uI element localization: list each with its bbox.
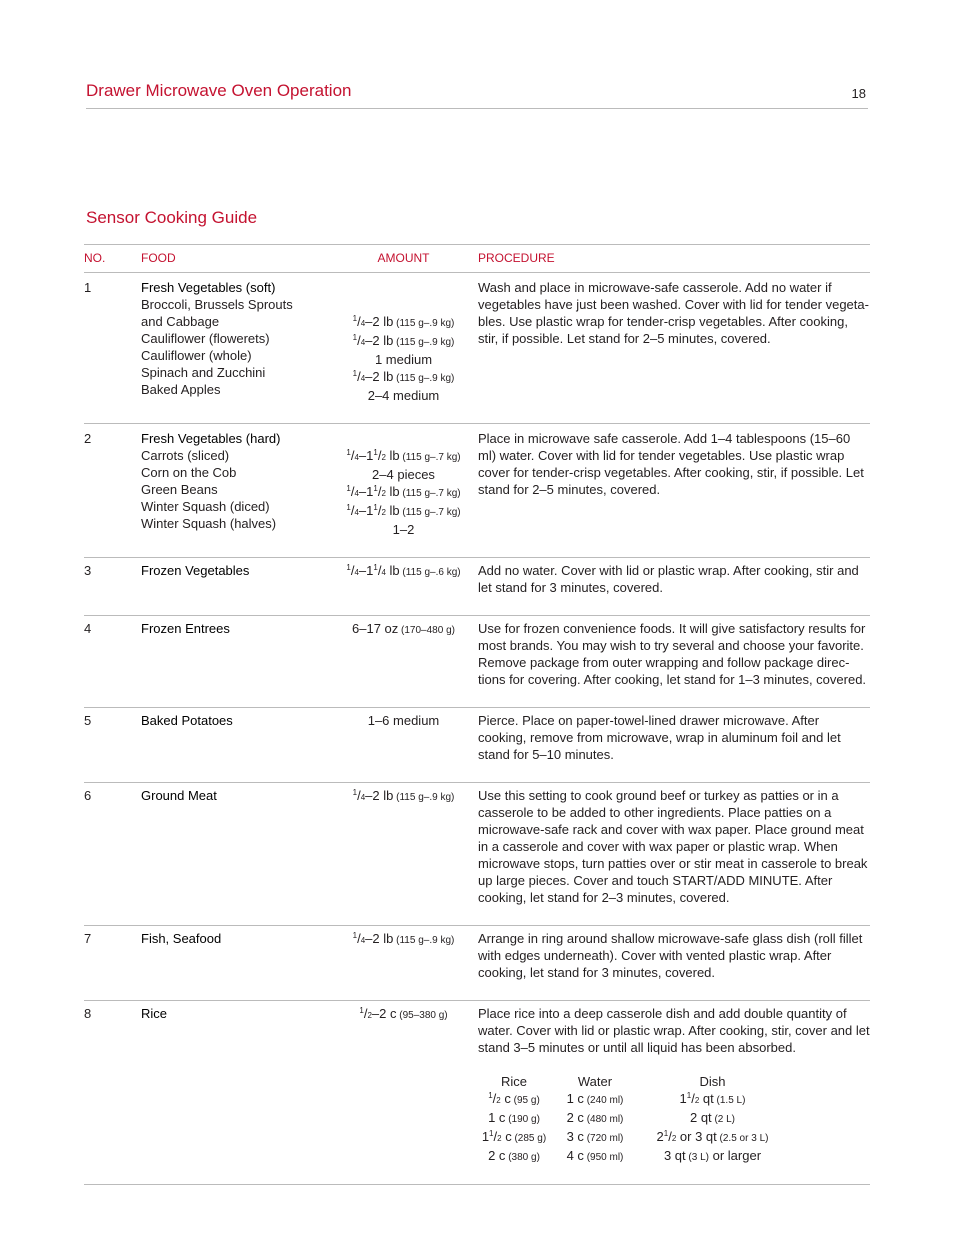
amount-line: $^1$/4–2 lb (115 g–.9 kg): [352, 369, 455, 384]
row-number: 2: [84, 431, 92, 446]
procedure-cell: [478, 1005, 870, 1166]
food-item: Cauliflower (whole): [141, 348, 252, 363]
amount-cell: [329, 1005, 478, 1166]
food-cell: [141, 562, 329, 596]
food-item: Carrots (sliced): [141, 448, 230, 463]
page-header-title: Drawer Microwave Oven Operation: [86, 81, 352, 100]
amount-cell: [329, 562, 478, 596]
amount-cell: [329, 430, 478, 538]
water-cell: 4 c (950 ml): [566, 1148, 624, 1163]
food-item: Spinach and Zucchini: [141, 365, 266, 380]
table-row: [84, 708, 870, 783]
food-name: Frozen Vegetables: [141, 563, 250, 578]
procedure-cell: Use for frozen convenience foods. It will give satisfactory results for most brands. You may wish to try several and choose your favorite. Remove package from outer wrapping and follow package direc-tions for covering. After cooking, let stand for 1–3 minutes, covered.: [478, 621, 867, 687]
rice-table-row: [478, 1128, 798, 1147]
amount-cell: [329, 279, 478, 404]
rice-table-row: [478, 1109, 798, 1128]
amount-line: $^1/4-1^1/2$ lb (115 g–.7 kg): [346, 484, 461, 499]
food-cell: [141, 430, 329, 538]
table-row: [84, 273, 870, 424]
food-item: Winter Squash (halves): [141, 516, 277, 531]
food-cell: [141, 1005, 329, 1166]
page-number: 18: [851, 86, 866, 101]
column-header-amount: AMOUNT: [377, 251, 430, 265]
water-cell: 1 c (240 ml): [566, 1091, 624, 1106]
amount-line: 1–2: [392, 522, 415, 537]
row-number: 7: [84, 931, 92, 946]
rice-table-header: [478, 1073, 798, 1090]
rice-cell: 2 c (380 g): [488, 1148, 540, 1163]
rice-ratio-table: [478, 1073, 798, 1166]
row-number: 5: [84, 713, 92, 728]
table-row: [84, 783, 870, 926]
table-row: [84, 1001, 870, 1185]
dish-cell: $2^1/2$ or 3 qt (2.5 or 3 L): [656, 1129, 769, 1144]
water-header: Water: [577, 1074, 613, 1089]
amount-line: $^1/4-1^1/4$ lb (115 g–.6 kg): [346, 563, 461, 578]
food-item: Broccoli, Brussels Sprouts: [141, 297, 293, 312]
rice-cell: $1^1/2$ c (285 g): [481, 1129, 547, 1144]
table-header: [84, 245, 870, 273]
food-item: Cauliflower (flowerets): [141, 331, 270, 346]
procedure-text: Place rice into a deep casserole dish and add double quantity of water. Cover with lid or plastic wrap. After cooking, stir, cover and let stand 3–5 minutes or until all liquid has been absorbed.: [478, 1006, 870, 1055]
food-item: Winter Squash (diced): [141, 499, 270, 514]
food-cell: [141, 620, 329, 688]
water-cell: 2 c (480 ml): [566, 1110, 624, 1125]
procedure-cell: Pierce. Place on paper-towel-lined drawer microwave. After cooking, remove from microwave, wrap in aluminum foil and let stand for 5–10 minutes.: [478, 713, 841, 762]
procedure-cell: Arrange in ring around shallow microwave-safe glass dish (roll fillet with edges underneath). Cover with vented plastic wrap. After cooking, let stand for 3 minutes, covered.: [478, 931, 863, 980]
amount-line: $^1$/2–2 c (95–380 g): [359, 1006, 448, 1021]
water-cell: 3 c (720 ml): [566, 1129, 624, 1144]
amount-line: $^1/4-1^1/2$ lb (115 g–.7 kg): [346, 448, 461, 463]
rice-cell: 1 c (190 g): [488, 1110, 540, 1125]
food-item: Green Beans: [141, 482, 218, 497]
dish-cell: 3 qt (3 L) or larger: [663, 1148, 762, 1163]
rice-table-row: [478, 1147, 798, 1166]
rice-table-row: [478, 1090, 798, 1109]
food-item: Baked Apples: [141, 382, 221, 397]
rice-header: Rice: [500, 1074, 527, 1089]
row-number: 4: [84, 621, 92, 636]
table-row: [84, 558, 870, 616]
amount-line: 6–17 oz (170–480 g): [352, 621, 455, 636]
amount-cell: [329, 930, 478, 981]
amount-line: $^1/4-1^1/2$ lb (115 g–.7 kg): [346, 503, 461, 518]
row-number: 6: [84, 788, 92, 803]
column-header-no: NO.: [84, 251, 106, 265]
row-number: 3: [84, 563, 92, 578]
amount-line: $^1$/4–2 lb (115 g–.9 kg): [352, 931, 455, 946]
amount-line: $^1$/4–2 lb (115 g–.9 kg): [352, 314, 455, 329]
amount-line: 1–6 medium: [367, 713, 440, 728]
procedure-cell: Add no water. Cover with lid or plastic wrap. After cooking, stir and let stand for 3 minutes, covered.: [478, 563, 859, 595]
dish-cell: $1^1/2$ qt (1.5 L): [679, 1091, 746, 1106]
food-item: Corn on the Cob: [141, 465, 237, 480]
table-row: [84, 616, 870, 708]
food-cell: [141, 712, 329, 763]
amount-cell: [329, 712, 478, 763]
procedure-cell: Use this setting to cook ground beef or turkey as patties or in a casserole to be added to other ingredients. Place patties on a microwave-safe rack and cover with wax paper. Place ground meat in a casserole and cover with wax paper or plastic wrap. When microwave stops, turn patties over or stir meat in casserole to break up large pieces. Cover and touch START/ADD MINUTE. After cooking, let stand for 2–3 minutes, covered.: [478, 788, 868, 905]
food-name: Fresh Vegetables (soft): [141, 280, 276, 295]
amount-line: $^1$/4–2 lb (115 g–.9 kg): [352, 333, 455, 348]
food-name: Ground Meat: [141, 788, 217, 803]
food-name: Rice: [141, 1006, 168, 1021]
row-number: 8: [84, 1006, 92, 1021]
procedure-cell: Wash and place in microwave-safe casserole. Add no water if vegetables have just been washed. Cover with lid for tender vegeta-bles. Use plastic wrap for tender-crisp vegetables. After cooking, stir, if possible. Let stand for 2–5 minutes, covered.: [478, 280, 869, 346]
amount-line: 2–4 pieces: [372, 467, 435, 482]
amount-line: 2–4 medium: [367, 388, 440, 403]
amount-line: 1 medium: [374, 352, 433, 367]
food-item: and Cabbage: [141, 314, 220, 329]
dish-header: Dish: [699, 1074, 726, 1089]
section-title: Sensor Cooking Guide: [86, 208, 258, 227]
food-name: Fresh Vegetables (hard): [141, 431, 281, 446]
column-header-procedure: PROCEDURE: [478, 251, 555, 265]
rice-cell: $^1$/2 c (95 g): [488, 1091, 540, 1106]
table-row: [84, 926, 870, 1001]
dish-cell: 2 qt (2 L): [689, 1110, 736, 1125]
food-name: Baked Potatoes: [141, 713, 233, 728]
food-cell: [141, 279, 329, 404]
food-name: Fish, Seafood: [141, 931, 222, 946]
food-cell: [141, 787, 329, 906]
procedure-cell: Place in microwave safe casserole. Add 1–4 tablespoons (15–60 ml) water. Cover with lid for tender vegetables. Use plastic wrap cover for tender-crisp vegetables. After cooking, stir, if possible. Let stand for 2–5 minutes, covered.: [478, 431, 864, 497]
column-header-food: FOOD: [141, 251, 176, 265]
amount-cell: [329, 620, 478, 688]
amount-line: $^1$/4–2 lb (115 g–.9 kg): [352, 788, 455, 803]
food-cell: [141, 930, 329, 981]
header-divider: [86, 108, 868, 109]
amount-cell: [329, 787, 478, 906]
row-number: 1: [84, 280, 92, 295]
sensor-cooking-table: [84, 244, 870, 1185]
food-name: Frozen Entrees: [141, 621, 230, 636]
table-row: [84, 424, 870, 558]
